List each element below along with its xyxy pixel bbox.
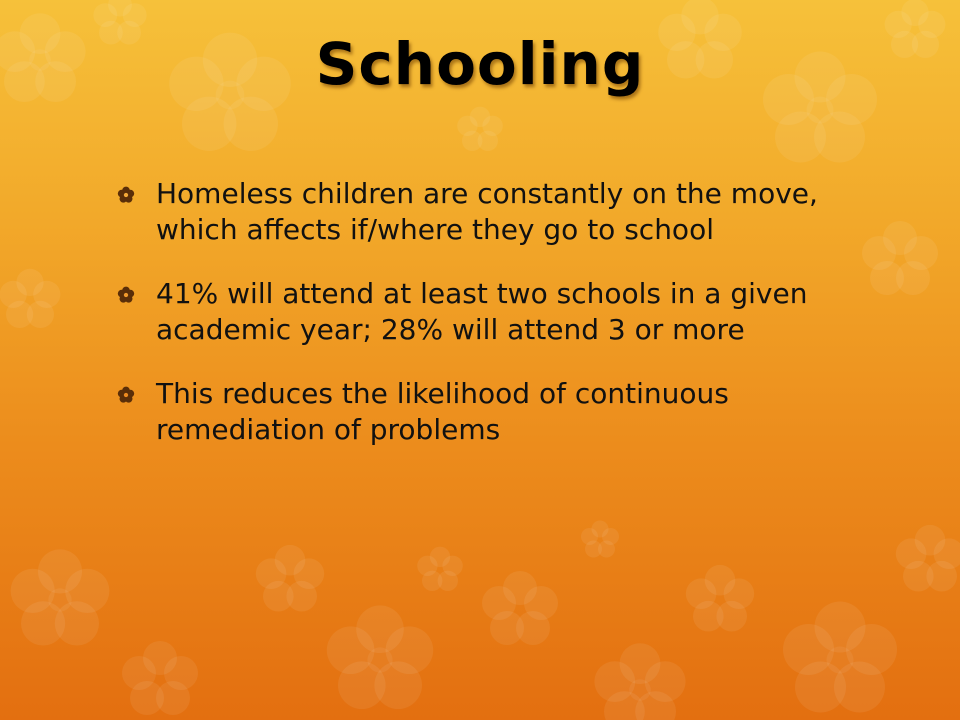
bullet-text: 41% will attend at least two schools in a given academic year; 28% will attend 3 or more: [156, 277, 808, 346]
flower-bullet-icon: [116, 385, 136, 405]
bullet-item: [112, 376, 832, 448]
bullet-text: Homeless children are constantly on the move, which affects if/where they go to school: [156, 177, 818, 246]
bullet-item: [112, 276, 832, 348]
bullet-item: [112, 176, 832, 248]
flower-bullet-icon: [116, 185, 136, 205]
bullet-text: This reduces the likelihood of continuous remediation of problems: [156, 377, 729, 446]
bullet-list: [112, 176, 832, 476]
slide-title: Schooling: [315, 30, 645, 98]
flower-bullet-icon: [116, 285, 136, 305]
